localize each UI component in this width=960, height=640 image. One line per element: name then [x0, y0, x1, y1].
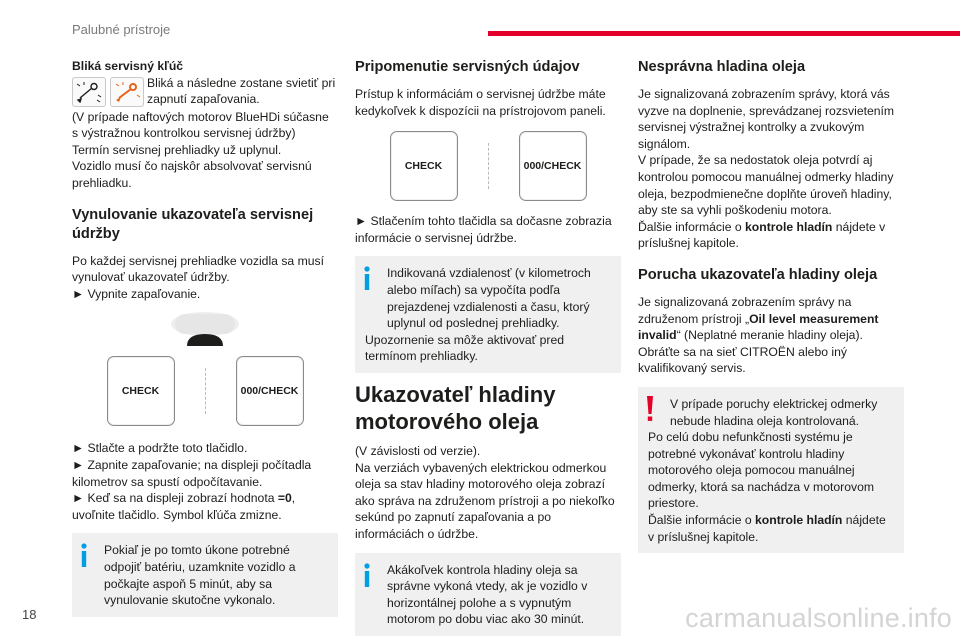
- info-note-battery: [72, 533, 338, 616]
- oil-version-note: (V závislosti od verzie).: [355, 443, 481, 458]
- header-accent-bar: [488, 31, 960, 36]
- reminder-paragraph: Prístup k informáciám o servisnej údržbe máte kedykoľvek k dispozícii na prístrojovom paneli.: [355, 87, 606, 118]
- note-text: Pokiaľ je po tomto úkone potrebné odpojiť batériu, uzamknite vozidlo a počkajte aspoň 5 minút, aby sa vynulovanie skutočne vykonalo.: [104, 543, 296, 608]
- watermark: carmanualsonline.info: [685, 603, 952, 633]
- warning-icons: [72, 77, 144, 107]
- info-icon: [362, 562, 384, 588]
- column-right: [638, 58, 904, 559]
- key-text-4: Vozidlo musí čo najskôr absolvovať servisnú prehliadku.: [72, 159, 312, 190]
- info-note-oil-check: [355, 553, 621, 636]
- divider-dashed: [488, 143, 489, 189]
- warning-note-oil-fault: [638, 387, 904, 553]
- reset-paragraph-1: Po každej servisnej prehliadke vozidla sa musí vynulovať ukazovateľ údržby.: [72, 253, 324, 285]
- oil-level-paragraph: Na verziách vybavených elektrickou odmerkou oleja sa stav hladiny motorového oleja zobrazí ako správa na združenom prístroji a po niekoľko sekúnd po zapnutí zapaľovania a po informáciách o údržbe.: [355, 460, 615, 541]
- oil-fault-paragraph-1: Je signalizovaná zobrazením správy na združenom prístroji „Oil level measurement invalid“ (Neplatné meranie hladiny oleja).: [638, 294, 879, 343]
- key-text-1: Bliká a následne zostane svietiť pri zapnutí zapaľovania.: [147, 75, 336, 107]
- button-figure-reset: [72, 356, 338, 426]
- warning-text-2: Po celú dobu nefunkčnosti systému je potrebné vykonávať kontrolu hladiny motorového oleja pomocou manuálnej odmerky, ktorá sa nachádza v motorovom priestore.: [648, 430, 875, 511]
- check-button[interactable]: CHECK: [107, 356, 175, 426]
- wrench-icon-black: [72, 77, 106, 107]
- section-heading-incorrect-oil: Nesprávna hladina oleja: [638, 59, 806, 75]
- ignition-key-figure: [72, 310, 338, 348]
- info-icon: [362, 265, 384, 291]
- incorrect-oil-paragraph-1: Je signalizovaná zobrazením správy, ktorá vás vyzve na doplnenie, sprevádzanej rozsvietením servisnej výstražnej kontrolky a zvukovým signálom.: [638, 87, 895, 151]
- check-button[interactable]: CHECK: [390, 131, 458, 201]
- note-text-warning: Upozornenie sa môže aktivovať pred termínom prehliadky.: [365, 332, 564, 364]
- reset-step-ignition-off: ► Vypnite zapaľovanie.: [72, 286, 201, 301]
- running-header: Palubné prístroje: [72, 22, 171, 37]
- warning-exclamation-icon: [645, 396, 667, 422]
- key-text-3: Termín servisnej prehliadky už uplynul.: [72, 142, 282, 157]
- odometer-check-button[interactable]: 000/CHECK: [236, 356, 304, 426]
- odometer-check-button[interactable]: 000/CHECK: [519, 131, 587, 201]
- section-heading-oil-level: Ukazovateľ hladiny motorového oleja: [355, 381, 556, 434]
- page-number: 18: [22, 607, 37, 622]
- info-icon: [79, 542, 101, 568]
- section-heading-reminder: Pripomenutie servisných údajov: [355, 59, 580, 75]
- key-text-2: (V prípade naftových motorov BlueHDi súčasne s výstražnou kontrolkou servisnej údržby): [72, 109, 329, 141]
- warning-text-3: Ďalšie informácie o kontrole hladín nájdete v príslušnej kapitole.: [648, 513, 886, 544]
- reminder-step: ► Stlačením tohto tlačidla sa dočasne zobrazia informácie o servisnej údržbe.: [355, 214, 612, 245]
- section-lead: Bliká servisný kľúč: [72, 59, 184, 73]
- warning-text-1: V prípade poruchy elektrickej odmerky nebude hladina oleja kontrolovaná.: [670, 396, 878, 428]
- reset-step-release: ► Keď sa na displeji zobrazí hodnota =0, uvoľnite tlačidlo. Symbol kľúča zmizne.: [72, 491, 296, 522]
- section-heading-reset: Vynulovanie ukazovateľa servisnej údržby: [72, 206, 314, 242]
- column-middle: [355, 58, 621, 640]
- reset-step-ignition-on: ► Zapnite zapaľovanie; na displeji počítadla kilometrov sa spustí odpočítavanie.: [72, 457, 312, 489]
- note-text-oil-check: Akákoľvek kontrola hladiny oleja sa správne vykoná vtedy, ak je vozidlo v horizontálnej polohe a s vypnutým motorom po dobu viac ako 30 minút.: [387, 562, 588, 627]
- divider-dashed: [205, 368, 206, 414]
- reset-step-press: ► Stlačte a podržte toto tlačidlo.: [72, 441, 248, 456]
- section-heading-oil-fault: Porucha ukazovateľa hladiny oleja: [638, 266, 878, 283]
- column-left: [72, 58, 338, 623]
- oil-fault-paragraph-2: Obráťte sa na sieť CITROËN alebo iný kvalifikovaný servis.: [638, 344, 847, 376]
- incorrect-oil-paragraph-2: V prípade, že sa nedostatok oleja potvrdí aj kontrolou pomocou manuálnej odmerky hladiny oleja, bezpodmienečne doplňte úroveň hladiny, aby ste sa vyhli poškodeniu motora.: [638, 153, 894, 218]
- wrench-icon-orange: [110, 77, 144, 107]
- service-key-warning: [72, 75, 338, 109]
- note-text-distance: Indikovaná vzdialenosť (v kilometroch alebo míľach) sa vypočíta podľa prejazdenej vzdialenosti a času, ktorý uplynul od poslednej prehliadky.: [387, 266, 591, 331]
- incorrect-oil-paragraph-3: Ďalšie informácie o kontrole hladín nájdete v príslušnej kapitole.: [638, 219, 886, 251]
- info-note-distance: [355, 256, 621, 373]
- button-figure-reminder: [355, 131, 621, 201]
